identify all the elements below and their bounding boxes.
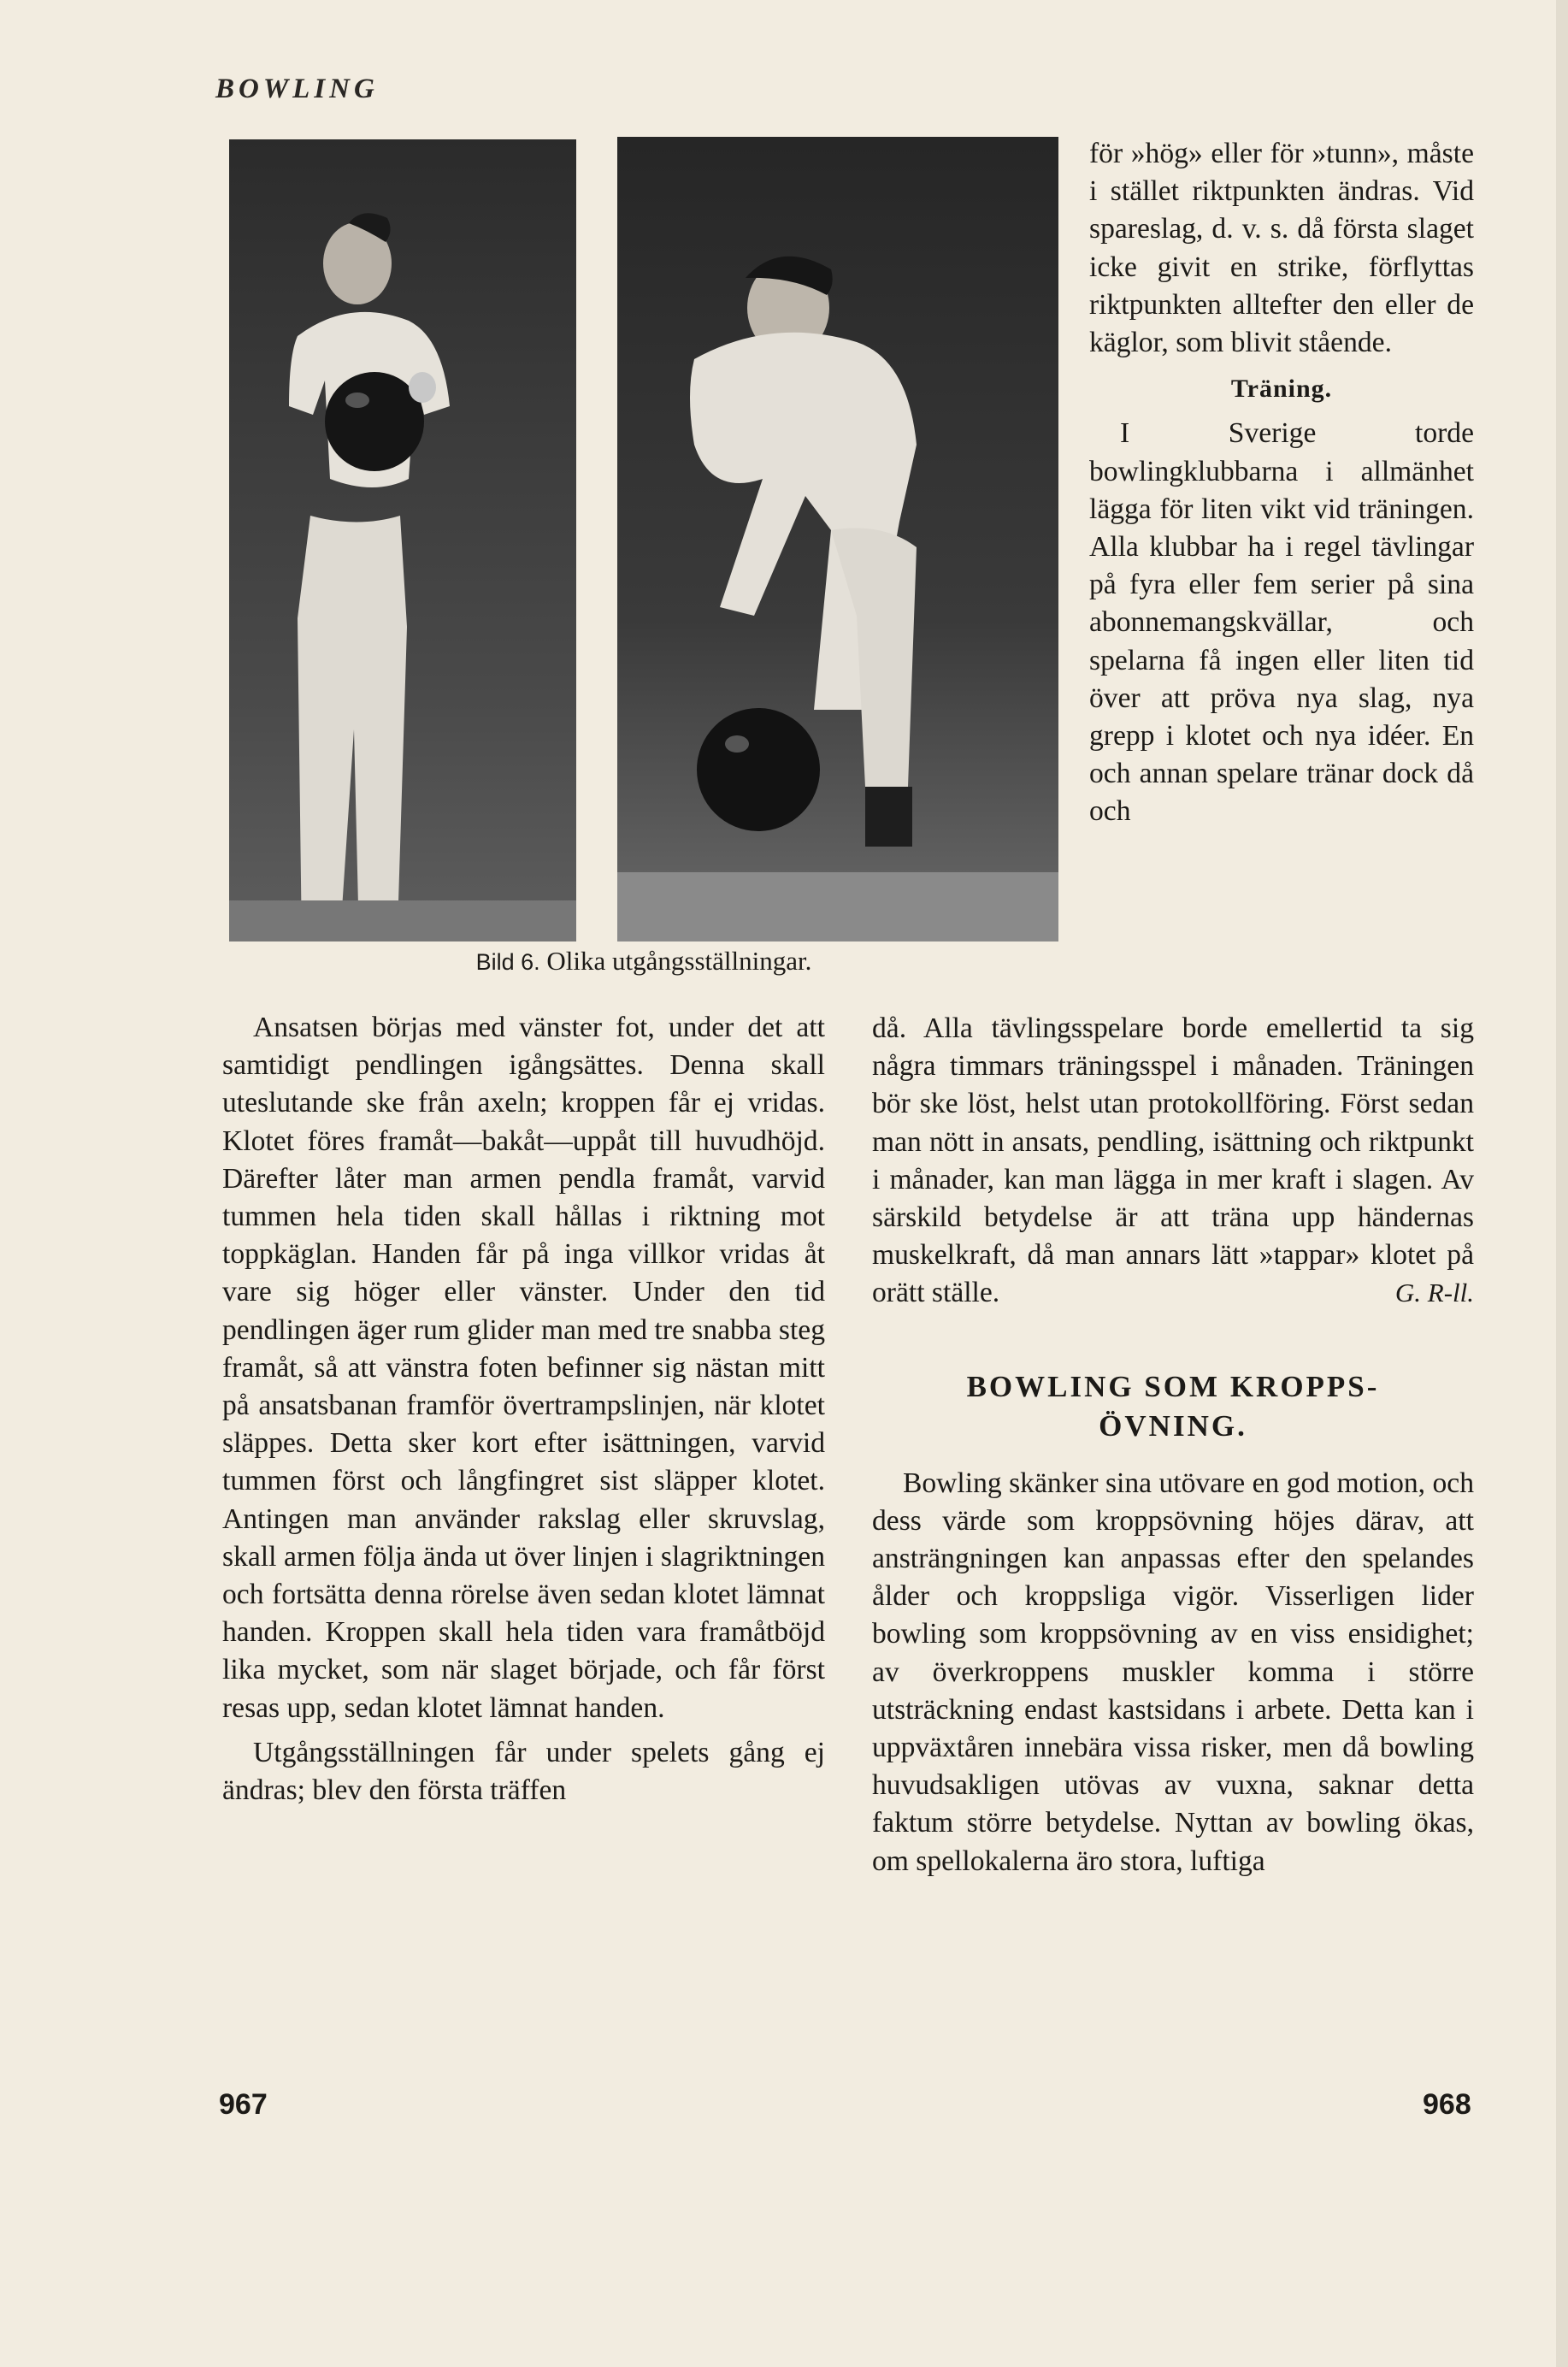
caption-label: Bild 6. [475, 949, 540, 975]
left-column [222, 1009, 825, 1809]
paragraph-text: då. Alla tävlingsspelare borde emellertid ta sig några timmars träningsspel i månaden. Träningen bör ske löst, helst utan protokollföring. Först sedan man nött in ansats, pendling, isättning och riktpunkt i månader, kan man lägga in mer kraft i slagen. Av särskild betydelse är att träna upp händernas muskelkraft, då man annars lätt »tappar» klotet på orätt ställe. [872, 1012, 1474, 1309]
page-number-left: 967 [219, 2088, 268, 2121]
paragraph: Utgångsställningen får under spelets gång ej ändras; blev den första träffen [222, 1736, 825, 1807]
bowler-standing-photo [229, 139, 576, 941]
paragraph: I Sverige torde bowlingklubbarna i allmänhet lägga för liten vikt vid träningen. Alla klubbar ha i regel tävlingar på fyra eller fem serier på sina abonnemangskvällar, och spelarna få ingen eller liten tid över att pröva nya slag, nya grepp i klotet och nya idéer. En och annan spelare tränar dock då och [1089, 417, 1474, 828]
bowler-standing-illustration [229, 139, 576, 941]
right-column-bottom [872, 1010, 1474, 1880]
paragraph: för »hög» eller för »tunn», måste i stället riktpunkten ändras. Vid spareslag, d. v. s. då första slaget icke givit en strike, förflyttas riktpunkten alltefter den eller de käglor, som blivit stående. [1089, 138, 1474, 359]
bowler-crouching-photo [617, 137, 1058, 941]
right-column-top [1089, 135, 1474, 831]
author-signature: G. R-ll. [1394, 1278, 1474, 1308]
paragraph [872, 1010, 1474, 1313]
subheading-traning: Träning. [1230, 375, 1333, 404]
section-heading [872, 1367, 1474, 1446]
caption-text: Olika utgångsställningar. [546, 946, 812, 976]
bowler-crouching-illustration [617, 137, 1058, 941]
heading-line: BOWLING SOM KROPPS- [966, 1369, 1380, 1403]
paragraph: Ansatsen börjas med vänster fot, under det att samtidigt pendlingen igångsättes. Denna skall uteslutande ske från axeln; kroppen får ej vridas. Klotet föres framåt—bakåt—uppåt till huvudhöjd. Därefter låter man armen pendla framåt, varvid tummen hela tiden skall hållas i riktning mot toppkäglan. Handen får på inga villkor vridas åt vare sig höger eller vänster. Under den tid pendlingen äger rum glider man med tre snabba steg framåt, så att vänstra foten befinner sig nästan mitt på ansatsbanan framför övertrampslinjen, när klotet släppes. Detta sker kort efter isättningen, varvid tummen först och långfingret sist släpper klotet. Antingen man använder rakslag eller skruvslag, skall armen följa ända ut över linjen i slagriktningen och fortsätta denna rörelse även sedan klotet lämnat handen. Kroppen skall hela tiden vara framåtböjd lika mycket, som när slaget började, och får först resas upp, sedan klotet lämnat handen. [222, 1012, 825, 1724]
running-header: BOWLING [215, 74, 379, 104]
heading-line: ÖVNING. [1099, 1408, 1247, 1443]
paragraph: Bowling skänker sina utövare en god motion, och dess värde som kroppsövning höjes därav, att ansträngningen kan anpassas efter den spelandes ålder och kroppsliga vigör. Visserligen lider bowling som kroppsövning av en viss ensidighet; av överkroppens muskler komma i större utsträckning endast kastsidans i arbete. Detta kan i uppväxtåren innebära vissa risker, men då bowling huvudsakligen utövas av vuxna, saknar detta faktum större betydelse. Nyttan av bowling ökas, om spellokalerna äro stora, luftiga [872, 1467, 1474, 1877]
page-number-right: 968 [1423, 2088, 1471, 2121]
page-edge [1556, 0, 1568, 2367]
figure-caption [229, 941, 1058, 982]
